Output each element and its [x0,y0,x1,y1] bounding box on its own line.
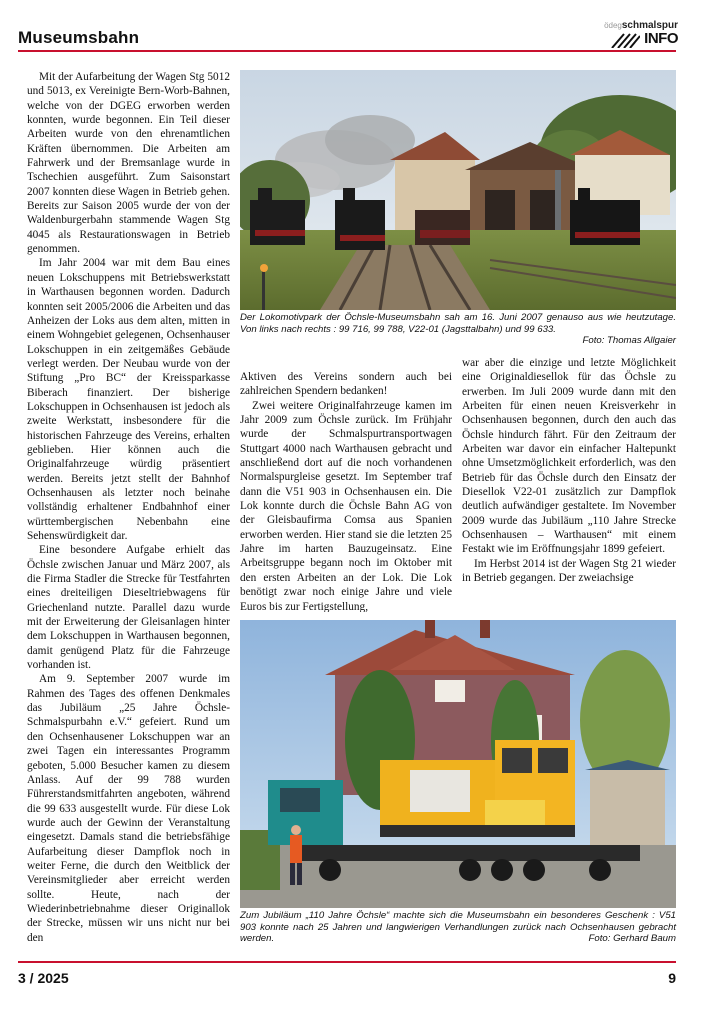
photo-caption [240,312,676,347]
article-column-2 [240,370,452,612]
caption-text: Zum Jubiläum „110 Jahre Öchsle“ machte sich die Museumsbahn ein besonderes Geschenk : V51 903 konnte nach 25 Jahren und langwierigen Verhandlungen zurück nach Ochsenhausen gebracht werden. [240,910,676,945]
logo-info: INFO [644,30,678,47]
paragraph: war aber die einzige und letzte Möglichkeit eine Originaldiesellok für das Öchsle zu erwerben. Im Juli 2009 wurde dann mit den Arbeiten für einen neuen Kreisverkehr in Ochsenhausen begonnen, durch den auch das Öchsle hindurch fährt. Für den Zeitraum der Arbeiten war davor ein einfacher Haltepunkt ohne Umsetzmöglichkeit erforderlich, was den Betrieb für das Öchsle durch den Einsatz der Diesellok V22-01 zusätzlich zur Dampflok deutlich aufwändiger gestaltete. Im November 2009 wurde das Jubiläum „110 Jahre Strecke Ochsenhausen – Warthausen“ mit einem Festakt wie im Eröffnungsjahr 1899 gefeiert. [462,357,676,556]
photo-credit: Foto: Thomas Allgaier [582,335,676,347]
photo-locomotive-park [240,70,676,310]
paragraph: Zwei weitere Originalfahrzeuge kamen im Jahr 2009 zum Öchsle zurück. Im Frühjahr wurde der Schmalspurtransportwagen Stuttgart 4000 nach Warthausen gebracht und anschließend dort auf die noch vorhandenen Normalspurgleise gesetzt. Im September traf dann die V51 903 in Ochsenhausen ein. Die Lok konnte durch die Öchsle Bahn AG von der Gleisbaufirma Comsa aus Spanien erworben werden. Hier stand sie die letzten 25 Jahre im harten Bauzugeinsatz. Eine Arbeitsgruppe begann noch im Oktober mit den ersten Arbeiten an der Lok. Die Lok benötigt zwar noch einige Jahre und viele Euros bis zur Fertigstellung, [240,399,452,612]
logo-wordmark: ödegschmalspur [604,20,678,31]
photo-v51-transport [240,620,676,908]
paragraph: Am 9. September 2007 wurde im Rahmen des Tages des offenen Denkmales das Jubiläum „25 Jahre Öchsle-Schmalspurbahn e.V.“ gefeiert. Rund um den Ochsenhausener Lokschuppen war an zwei Tagen ein interessantes Programm geboten, 5.000 Besucher kamen zu diesem Anlass. Auf der 99 788 wurden Führerstandsmitfahrten angeboten, während die 99 633 ausgestellt wurde. Für diese Lok wurde auch der Gewinn der Veranstaltung eingesetzt. Damals stand die betriebsfähige Aufarbeitung dieser Dampflok noch in weiter Ferne, die durch den Weitblick der Vereinsmitglieder aber erreicht werden sollte. Heute, nach der Wiederinbetriebnahme dieser Originallok der Strecke, müssen wir uns nicht nur bei den [27,673,230,944]
paragraph: Im Jahr 2004 war mit dem Bau eines neuen Lokschuppens mit Betriebswerkstatt in Warthausen begonnen worden. Dadurch konnten seit 2005/2006 die Arbeiten und das Anheizen der Loks aus dem alten, mitten in einem Wohngebiet gelegenen, Ochsenhauser Lokschuppen in ein zeitgemäßes Gebäude verlegt werden. Der Neubau wurde von der Stiftung „Pro BC“ der Kreissparkasse Biberach finanziert. Der bisherige Lokschuppen in Ochsenhausen ist jedoch als zweite Werkstatt, insbesondere für die historischen Fahrzeuge des Vereins, erhalten geblieben. Hier können auch die Originalfahrzeuge würdig präsentiert werden. Bereits jetzt stellt der Bahnhof Ochsenhausen als letzter noch beinahe vollständig erhaltener Endbahnhof einer württembergischen Nebenbahn eine Sehenswürdigkeit dar. [27,257,230,542]
photo-credit: Foto: Gerhard Baum [588,933,676,945]
paragraph: Im Herbst 2014 ist der Wagen Stg 21 wieder in Betrieb gegangen. Der zweiachsige [462,557,676,585]
footer-rule [18,961,676,963]
issue-number: 3 / 2025 [18,970,69,986]
paragraph: Aktiven des Vereins sondern auch bei zahlreichen Spendern bedanken! [240,371,452,398]
paragraph: Mit der Aufarbeitung der Wagen Stg 5012 und 5013, ex Vereinigte Bern-Worb-Bahnen, welche von der DGEG erworben werden konnten, wurde begonnen. Ein Teil dieser Arbeiten wurde von den ehrenamtlichen Kräften übernommen. Die Arbeiten am Fahrwerk und der Bremsanlage wurde in Tschechien ausgeführt. Zum Saisonstart 2007 konnten diese Wagen in Betrieb gehen. Bereits zur Saison 2005 wurde der von der Waldenburgerbahn stammende Wagen Stg 4045 als Restaurationswagen in Betrieb genommen. [27,71,230,256]
caption-text: Der Lokomotivpark der Öchsle-Museumsbahn sah am 16. Juni 2007 genauso aus wie heutzutage. Von links nach rechts : 99 716, 99 788, V22-01 (Jagsttalbahn) und 99 633. [240,312,676,335]
photo-caption [240,910,676,945]
page-number: 9 [668,970,676,986]
magazine-logo [604,20,678,50]
logo-stripes-icon [610,32,640,48]
header-rule [18,50,676,52]
article-column-3 [462,356,676,612]
section-title: Museumsbahn [18,28,140,47]
article-column-1 [27,70,230,945]
paragraph: Eine besondere Aufgabe erhielt das Öchsle zwischen Januar und März 2007, als die Firma Stadler die Strecke für Testfahrten eines dreiteiligen Dieseltriebwagens für Griechenland nutzte. Parallel dazu wurde mit der Erweiterung der Gleisanlagen hinter dem Lokschuppen in Warthausen begonnen, damit genügend Platz für die Fahrzeuge vorhanden ist. [27,544,230,672]
